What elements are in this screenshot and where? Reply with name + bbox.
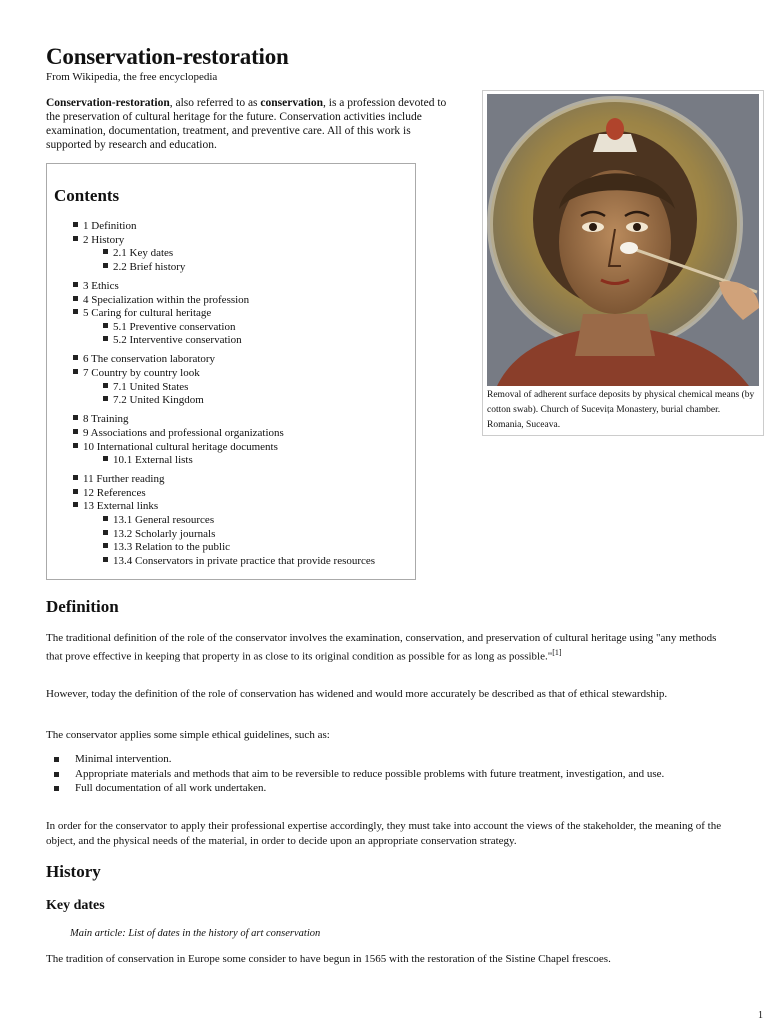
toc-item-label: 12 References [83, 486, 146, 499]
toc-item-label: 13 External links [83, 500, 159, 513]
toc-item[interactable] [73, 307, 211, 319]
toc-item[interactable] [73, 500, 158, 512]
toc-item-label: 13.3 Relation to the public [113, 541, 231, 554]
bullet-icon [73, 415, 78, 420]
toc-item-label: 5 Caring for cultural heritage [83, 307, 212, 320]
fresco-image[interactable] [487, 94, 759, 386]
toc-item[interactable] [73, 234, 124, 246]
bullet-icon [73, 309, 78, 314]
bullet-icon [73, 475, 78, 480]
toc-item-label: 6 The conservation laboratory [83, 353, 216, 366]
lead-paragraph [46, 96, 458, 152]
toc-item[interactable] [103, 334, 242, 346]
history-paragraph: The tradition of conservation in Europe some consider to have begun in 1565 with the restoration of the Sistine Chapel frescoes. [46, 953, 611, 965]
toc-item[interactable] [73, 413, 129, 425]
table-of-contents [46, 163, 416, 580]
definition-paragraph: The conservator applies some simple ethical guidelines, such as: [46, 729, 330, 741]
toc-item[interactable] [73, 353, 215, 365]
toc-item-label: 3 Ethics [83, 279, 119, 292]
section-heading-history: History [46, 862, 101, 881]
toc-item-label: 10.1 External lists [113, 454, 193, 467]
bullet-icon [73, 429, 78, 434]
bullet-icon [73, 282, 78, 287]
bullet-icon [103, 516, 108, 521]
list-item-text: Full documentation of all work undertaken. [75, 782, 267, 794]
toc-item-label: 7.1 United States [113, 380, 189, 393]
toc-item-label: 13.4 Conservators in private practice that provide resources [113, 554, 376, 567]
bullet-icon [54, 772, 59, 777]
bullet-icon [103, 336, 108, 341]
bullet-icon [54, 786, 59, 791]
bullet-icon [73, 236, 78, 241]
toc-item-label: 1 Definition [83, 220, 137, 232]
bullet-icon [54, 757, 59, 762]
toc-item-label: 8 Training [83, 413, 129, 426]
toc-item-label: 13.2 Scholarly journals [113, 527, 216, 540]
toc-item[interactable] [73, 367, 200, 379]
toc-item-label: 7 Country by country look [83, 367, 200, 379]
bullet-icon [73, 489, 78, 494]
lead-bold-term: conservation [260, 97, 324, 109]
page-title: Conservation-restoration [46, 44, 289, 69]
bullet-icon [73, 502, 78, 507]
page-number: 1 [758, 1010, 763, 1021]
toc-item[interactable] [103, 247, 173, 259]
bullet-icon [103, 557, 108, 562]
bullet-icon [73, 443, 78, 448]
toc-item-label: 9 Associations and professional organizations [83, 426, 284, 439]
toc-item[interactable] [73, 220, 136, 232]
toc-item[interactable] [73, 473, 164, 485]
bullet-icon [103, 383, 108, 388]
toc-item[interactable] [103, 321, 236, 333]
toc-item[interactable] [73, 294, 249, 306]
list-item-text: Minimal intervention. [75, 753, 172, 765]
section-heading-definition: Definition [46, 597, 119, 616]
toc-item-label: 5.2 Interventive conservation [113, 334, 242, 347]
toc-heading: Contents [54, 186, 120, 205]
bullet-icon [103, 263, 108, 268]
figure-caption: Removal of adherent surface deposits by physical chemical means (by cotton swab). Church of Sucevița Monastery, burial chamber. Romania, Suceava. [487, 390, 755, 430]
toc-item[interactable] [103, 454, 193, 466]
toc-item-label: 2 History [83, 233, 125, 246]
bullet-icon [73, 369, 78, 374]
toc-item-label: 5.1 Preventive conservation [113, 320, 236, 333]
bullet-icon [103, 249, 108, 254]
lead-text: , is a profession devoted to the preservation of cultural heritage for the future. Conservation activities include examination, documentation, treatment, and preventive care. All of this work is supported by research and education. [46, 97, 447, 151]
toc-item-label: 2.1 Key dates [113, 247, 174, 260]
bullet-icon [103, 396, 108, 401]
toc-item[interactable] [73, 427, 284, 439]
toc-item-label: 10 International cultural heritage documents [83, 440, 278, 453]
toc-item-label: 11 Further reading [83, 473, 165, 486]
tagline: From Wikipedia, the free encyclopedia [46, 71, 218, 83]
ethical-guidelines-list [54, 753, 718, 797]
toc-item-label: 4 Specialization within the profession [83, 293, 250, 306]
lead-text: , also referred to as [169, 97, 261, 109]
toc-item[interactable] [73, 280, 119, 292]
citation-link[interactable]: [1] [552, 647, 562, 657]
subsection-heading-key-dates: Key dates [46, 898, 105, 913]
list-item [54, 782, 718, 796]
paragraph-text: The traditional definition of the role of the conservator involves the examination, conservation, and preservation of cultural heritage using "any methods that prove effective in keeping that property in as close to its original condition as possible for as long as possible." [46, 632, 717, 663]
bullet-icon [73, 355, 78, 360]
list-item [54, 753, 718, 767]
bullet-icon [103, 543, 108, 548]
toc-item[interactable] [103, 514, 214, 526]
toc-item[interactable] [103, 528, 215, 540]
toc-item[interactable] [103, 555, 375, 567]
toc-item[interactable] [103, 541, 230, 553]
toc-item[interactable] [103, 261, 185, 273]
bullet-icon [103, 323, 108, 328]
toc-item-label: 13.1 General resources [113, 514, 215, 526]
bullet-icon [103, 456, 108, 461]
definition-paragraph: In order for the conservator to apply their professional expertise accordingly, they must take into account the views of the stakeholder, the meaning of the object, and the physical needs of the material, in order to decide upon an appropriate conservation strategy. [46, 820, 722, 847]
bullet-icon [73, 296, 78, 301]
bullet-icon [73, 222, 78, 227]
definition-paragraph: However, today the definition of the role of conservation has widened and would more accurately be described as that of ethical stewardship. [46, 688, 668, 700]
definition-paragraph [46, 631, 722, 664]
toc-item[interactable] [73, 441, 278, 453]
bullet-icon [103, 530, 108, 535]
toc-item-label: 7.2 United Kingdom [113, 394, 204, 407]
lead-bold-term: Conservation-restoration [46, 97, 170, 109]
list-item [54, 768, 718, 782]
toc-item[interactable] [103, 394, 204, 406]
toc-item-label: 2.2 Brief history [113, 260, 186, 273]
figure-thumbnail [482, 90, 764, 436]
toc-item[interactable] [103, 381, 188, 393]
toc-list [47, 164, 415, 579]
toc-item[interactable] [73, 487, 146, 499]
list-item-text: Appropriate materials and methods that aim to be reversible to reduce possible problems with future treatment, investigation, and use. [75, 767, 665, 780]
main-article-hatnote[interactable]: Main article: List of dates in the history of art conservation [70, 928, 321, 939]
